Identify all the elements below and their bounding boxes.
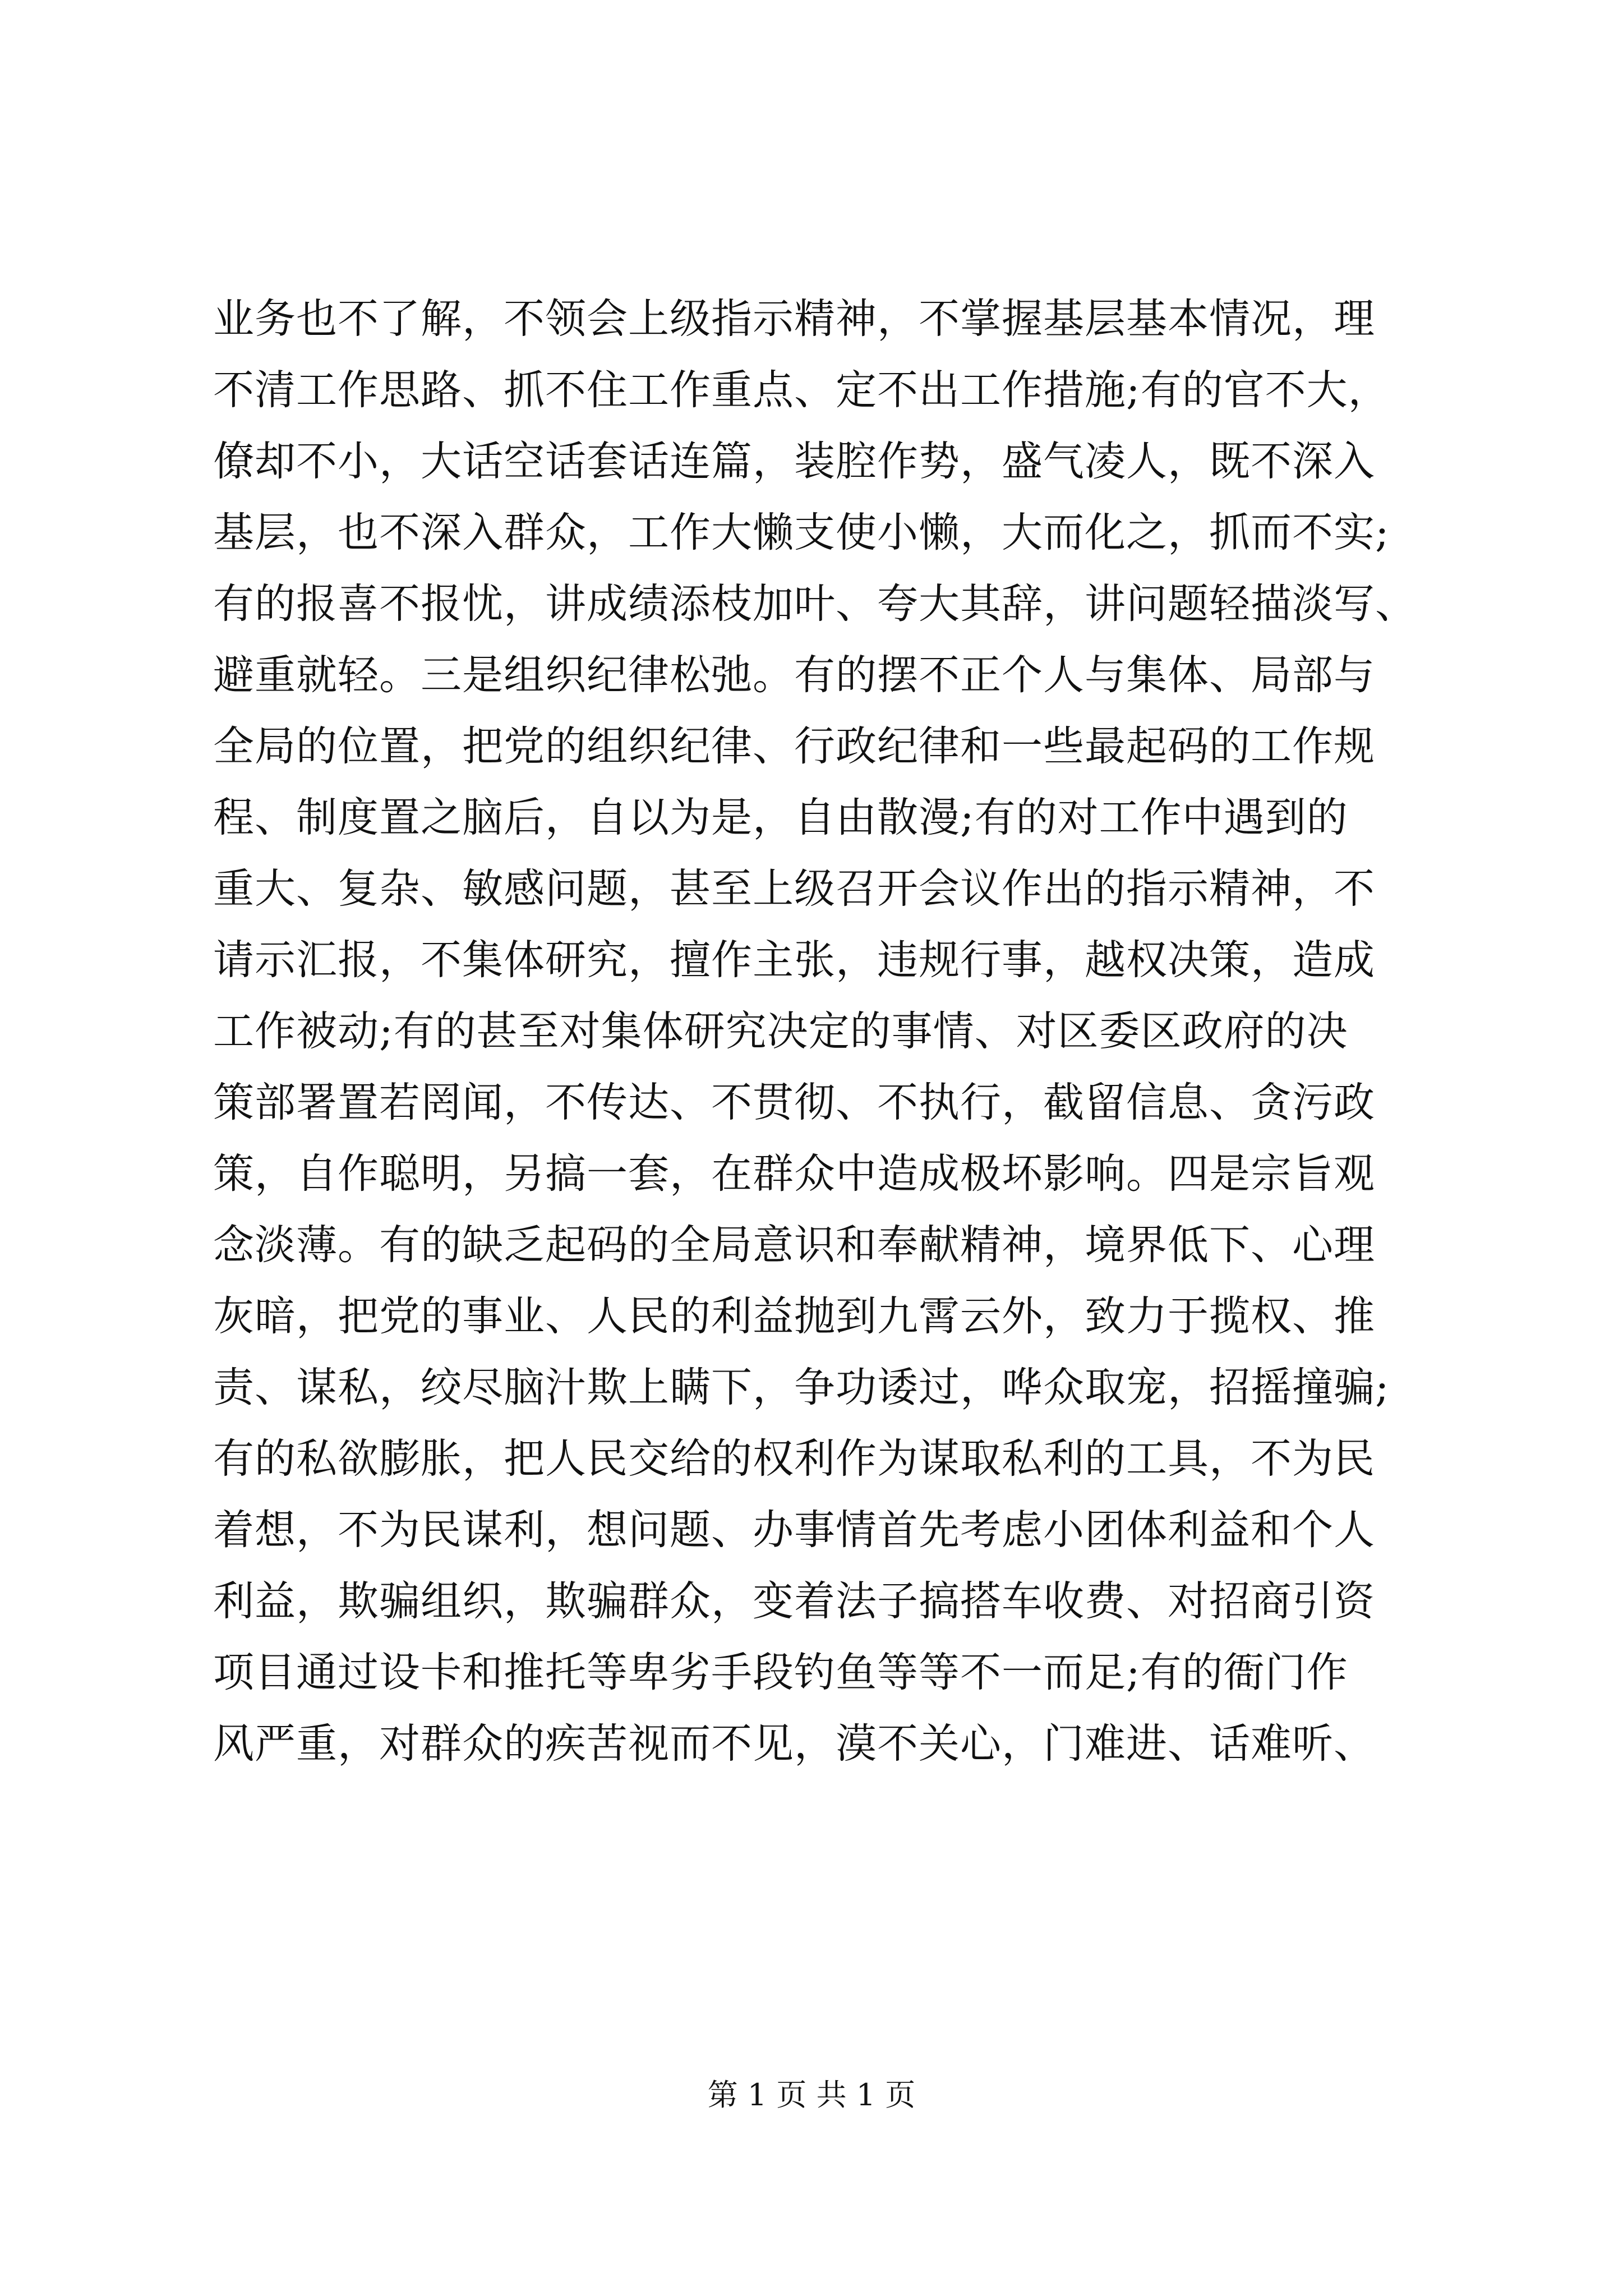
text-line: 请示汇报，不集体研究，擅作主张，违规行事，越权决策，造成 (213, 936, 1375, 984)
text-line: 僚却不小，大话空话套话连篇，装腔作势，盛气凌人，既不深入 (213, 438, 1375, 485)
text-line: 有的私欲膨胀，把人民交给的权利作为谋取私利的工具，不为民 (213, 1435, 1375, 1483)
text-line: 业务也不了解，不领会上级指示精神，不掌握基层基本情况，理 (213, 295, 1375, 343)
text-line: 着想，不为民谋利，想问题、办事情首先考虑小团体利益和个人 (213, 1506, 1375, 1554)
page-number-label: 第 1 页 共 1 页 (707, 2077, 916, 2113)
text-line: 风严重，对群众的疾苦视而不见，漠不关心，门难进、话难听、 (213, 1720, 1375, 1768)
text-line: 灰暗，把党的事业、人民的利益抛到九霄云外，致力于揽权、推 (213, 1292, 1375, 1340)
text-line: 责、谋私，绞尽脑汁欺上瞒下，争功诿过，哗众取宠，招摇撞骗; (213, 1364, 1390, 1411)
text-line: 基层，也不深入群众，工作大懒支使小懒，大而化之，抓而不实; (213, 509, 1390, 556)
text-line: 项目通过设卡和推托等卑劣手段钓鱼等等不一而足;有的衙门作 (213, 1649, 1348, 1696)
text-line: 利益，欺骗组织，欺骗群众，变着法子搞搭车收费、对招商引资 (213, 1577, 1375, 1625)
text-line: 程、制度置之脑后，自以为是，自由散漫;有的对工作中遇到的 (213, 794, 1348, 841)
text-line: 重大、复杂、敏感问题，甚至上级召开会议作出的指示精神，不 (213, 865, 1375, 913)
text-line: 策，自作聪明，另搞一套，在群众中造成极坏影响。四是宗旨观 (213, 1150, 1375, 1198)
text-line: 策部署置若罔闻，不传达、不贯彻、不执行，截留信息、贪污政 (213, 1079, 1375, 1126)
text-line: 避重就轻。三是组织纪律松弛。有的摆不正个人与集体、局部与 (213, 651, 1375, 699)
text-line: 工作被动;有的甚至对集体研究决定的事情、对区委区政府的决 (213, 1007, 1348, 1055)
body-text (213, 283, 1424, 1779)
text-line: 念淡薄。有的缺乏起码的全局意识和奉献精神，境界低下、心理 (213, 1221, 1375, 1269)
page-footer (0, 2076, 1623, 2115)
text-line: 全局的位置，把党的组织纪律、行政纪律和一些最起码的工作规 (213, 723, 1375, 770)
text-line: 不清工作思路、抓不住工作重点、定不出工作措施;有的官不大， (213, 366, 1390, 414)
text-line: 有的报喜不报忧，讲成绩添枝加叶、夸大其辞，讲问题轻描淡写、 (213, 580, 1417, 628)
